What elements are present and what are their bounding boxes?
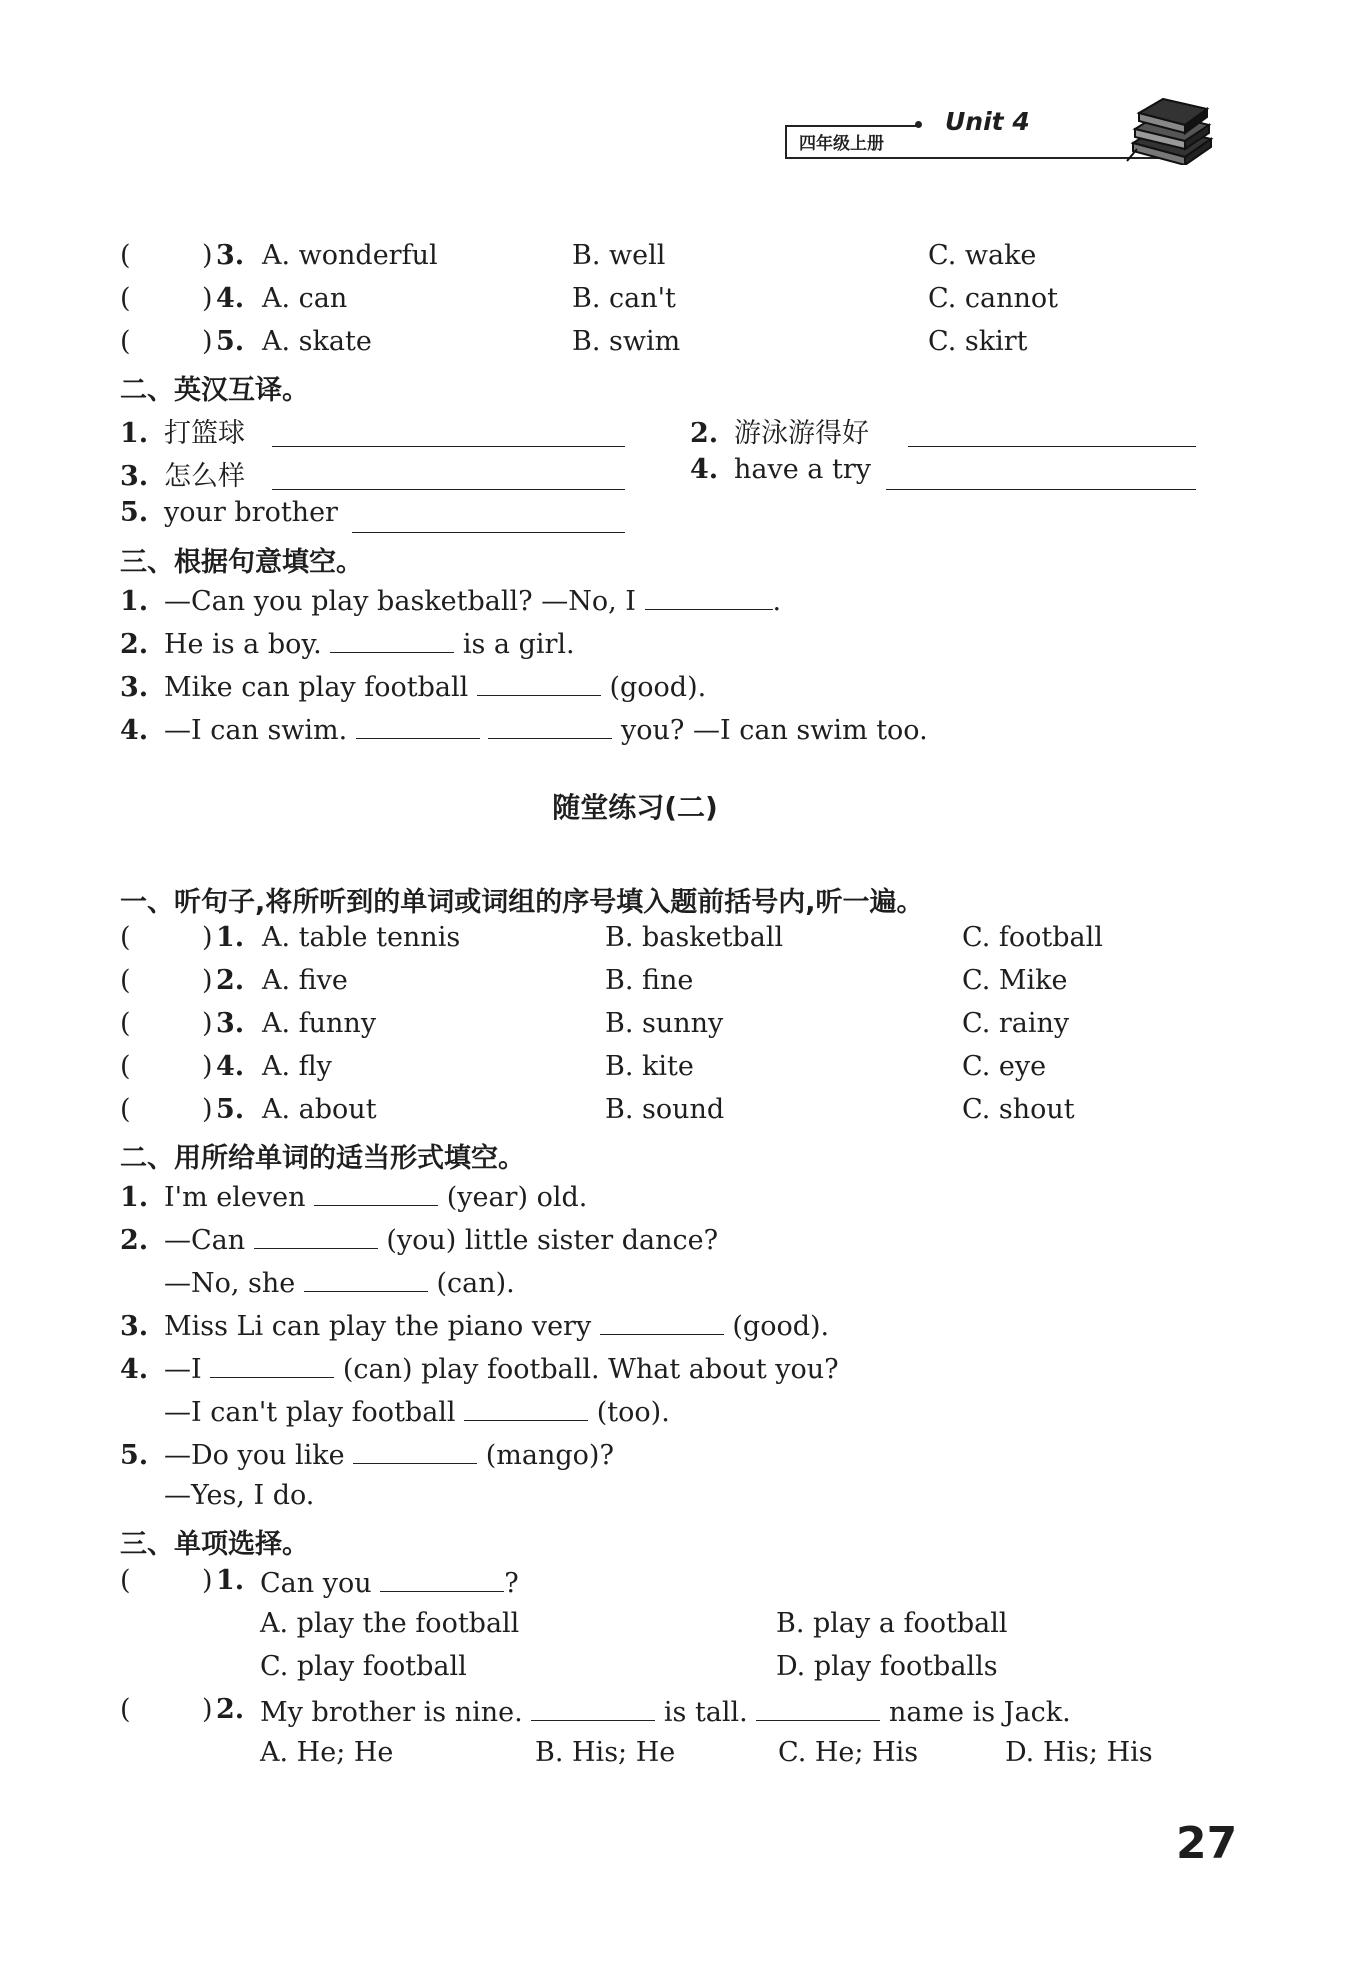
option-c: C. He; His [778,1737,919,1768]
answer-bracket-open[interactable]: ( [120,1051,131,1082]
translate-prompt: 游泳游得好 [734,418,869,449]
answer-line[interactable] [886,455,1196,490]
form-item-2b: —No, she (can). [164,1265,515,1299]
option-c: C. Mike [962,965,1068,996]
section-title-translate: 二、英汉互译。 [120,375,309,406]
mc-options-row-3 [120,1737,1220,1777]
form-item-3: 3. Miss Li can play the piano very (good). [120,1308,829,1342]
option-b: B. play a football [776,1608,1008,1639]
translate-prompt: your brother [164,497,338,528]
option-a: A. about [262,1094,377,1125]
fill-blank[interactable] [464,1394,588,1421]
grade-label: 四年级上册 [785,125,915,159]
page-header [785,95,1215,175]
question-text: My brother is nine. [260,1697,523,1728]
fill-item-1: 1. —Can you play basketball? —No, I . [120,583,781,617]
mc-question-2: ( ) 2. My brother is nine. is tall. name is Jack. [120,1694,1071,1728]
option-a: A. fly [262,1051,332,1082]
fill-blank[interactable] [304,1265,428,1292]
option-b: B. kite [605,1051,694,1082]
practice-title: 随堂练习(二) [552,791,718,824]
unit-label: Unit 4 [945,107,1030,136]
fill-blank[interactable] [531,1694,655,1721]
mc-options-row-2 [120,1651,1220,1691]
option-c: C. shout [962,1094,1075,1125]
form-item-2a: 2. —Can (you) little sister dance? [120,1222,718,1256]
option-b: B. fine [605,965,694,996]
option-a: A. funny [262,1008,377,1039]
question-text: Can you [260,1568,372,1599]
answer-line[interactable] [272,412,625,447]
answer-bracket-open[interactable]: ( [120,1008,131,1039]
question-number: 5. [216,1094,245,1125]
question-number: 2. [216,1694,245,1725]
question-number: 3. [216,240,245,271]
answer-bracket-close: ) [202,922,213,953]
option-c: C. wake [928,240,1037,271]
answer-line[interactable] [352,498,625,533]
question-number: 3. [216,1008,245,1039]
answer-bracket-open[interactable]: ( [120,326,131,357]
fill-blank[interactable] [254,1222,378,1249]
books-icon [1125,95,1215,165]
page-number: 27 [1176,1818,1238,1869]
answer-bracket-open[interactable]: ( [120,1094,131,1125]
translate-item-3: 3. 怎么样 [120,461,245,492]
fill-blank[interactable] [488,712,612,739]
option-c: C. play football [260,1651,467,1682]
fill-item-2: 2. He is a boy. is a girl. [120,626,575,660]
fill-item-4: 4. —I can swim. you? —I can swim too. [120,712,928,746]
fill-item-3: 3. Mike can play football (good). [120,669,706,703]
fill-blank[interactable] [314,1179,438,1206]
answer-bracket-close: ) [202,326,213,357]
option-a: A. table tennis [262,922,461,953]
translate-item-4: 4. have a try [690,454,871,485]
option-b: B. well [572,240,666,271]
question-number: 2. [216,965,245,996]
translate-prompt: have a try [734,454,871,485]
option-b: B. sound [605,1094,725,1125]
option-a: A. five [262,965,348,996]
option-b: B. can't [572,283,676,314]
option-a: A. He; He [260,1737,394,1768]
option-c: C. eye [962,1051,1047,1082]
option-b: B. basketball [605,922,784,953]
form-item-4a: 4. —I (can) play football. What about you? [120,1351,839,1385]
answer-line[interactable] [272,455,625,490]
option-c: C. cannot [928,283,1058,314]
fill-blank[interactable] [600,1308,724,1335]
translate-prompt: 怎么样 [164,461,245,492]
answer-bracket-open[interactable]: ( [120,922,131,953]
answer-bracket-close: ) [202,1094,213,1125]
fill-blank[interactable] [353,1437,477,1464]
option-a: A. skate [262,326,372,357]
fill-blank[interactable] [210,1351,334,1378]
answer-bracket-close: ) [202,283,213,314]
answer-bracket-close: ) [202,1694,213,1725]
answer-bracket-open[interactable]: ( [120,965,131,996]
answer-bracket-close: ) [202,1051,213,1082]
form-item-5b: —Yes, I do. [164,1480,315,1511]
fill-blank[interactable] [380,1565,504,1592]
option-d: D. His; His [1005,1737,1153,1768]
fill-blank[interactable] [356,712,480,739]
question-number: 4. [216,283,245,314]
translate-item-2: 2. 游泳游得好 [690,418,869,449]
fill-blank[interactable] [756,1694,880,1721]
option-b: B. sunny [605,1008,724,1039]
answer-line[interactable] [908,412,1196,447]
fill-blank[interactable] [645,583,773,610]
answer-bracket-open[interactable]: ( [120,283,131,314]
option-d: D. play footballs [776,1651,998,1682]
answer-bracket-open[interactable]: ( [120,1694,131,1725]
section-title-choice: 三、单项选择。 [120,1529,309,1560]
section-title-fill: 三、根据句意填空。 [120,547,363,578]
option-a: A. play the football [260,1608,520,1639]
option-a: A. wonderful [262,240,438,271]
question-number: 1. [216,922,245,953]
translate-item-5: 5. your brother [120,497,338,528]
option-c: C. football [962,922,1103,953]
form-item-1: 1. I'm eleven (year) old. [120,1179,587,1213]
form-item-4b: —I can't play football (too). [164,1394,670,1428]
question-number: 5. [216,326,245,357]
answer-bracket-open[interactable]: ( [120,240,131,271]
fill-blank[interactable] [477,669,601,696]
option-b: B. His; He [535,1737,676,1768]
translate-item-1: 1. 打篮球 [120,418,245,449]
answer-bracket-close: ) [202,240,213,271]
option-c: C. skirt [928,326,1028,357]
mc-question-1: ( ) 1. Can you ? [120,1565,519,1599]
answer-bracket-close: ) [202,1565,213,1596]
header-dot [915,121,922,128]
mc-options-row-1 [120,1608,1220,1648]
section-title-listen: 一、听句子,将所听到的单词或词组的序号填入题前括号内,听一遍。 [120,887,924,918]
question-number: 4. [216,1051,245,1082]
form-item-5a: 5. —Do you like (mango)? [120,1437,614,1471]
option-a: A. can [262,283,348,314]
answer-bracket-close: ) [202,1008,213,1039]
fill-blank[interactable] [330,626,454,653]
question-number: 1. [216,1565,245,1596]
translate-prompt: 打篮球 [164,418,245,449]
option-b: B. swim [572,326,681,357]
section-title-forms: 二、用所给单词的适当形式填空。 [120,1143,525,1174]
answer-bracket-open[interactable]: ( [120,1565,131,1596]
answer-bracket-close: ) [202,965,213,996]
option-c: C. rainy [962,1008,1070,1039]
